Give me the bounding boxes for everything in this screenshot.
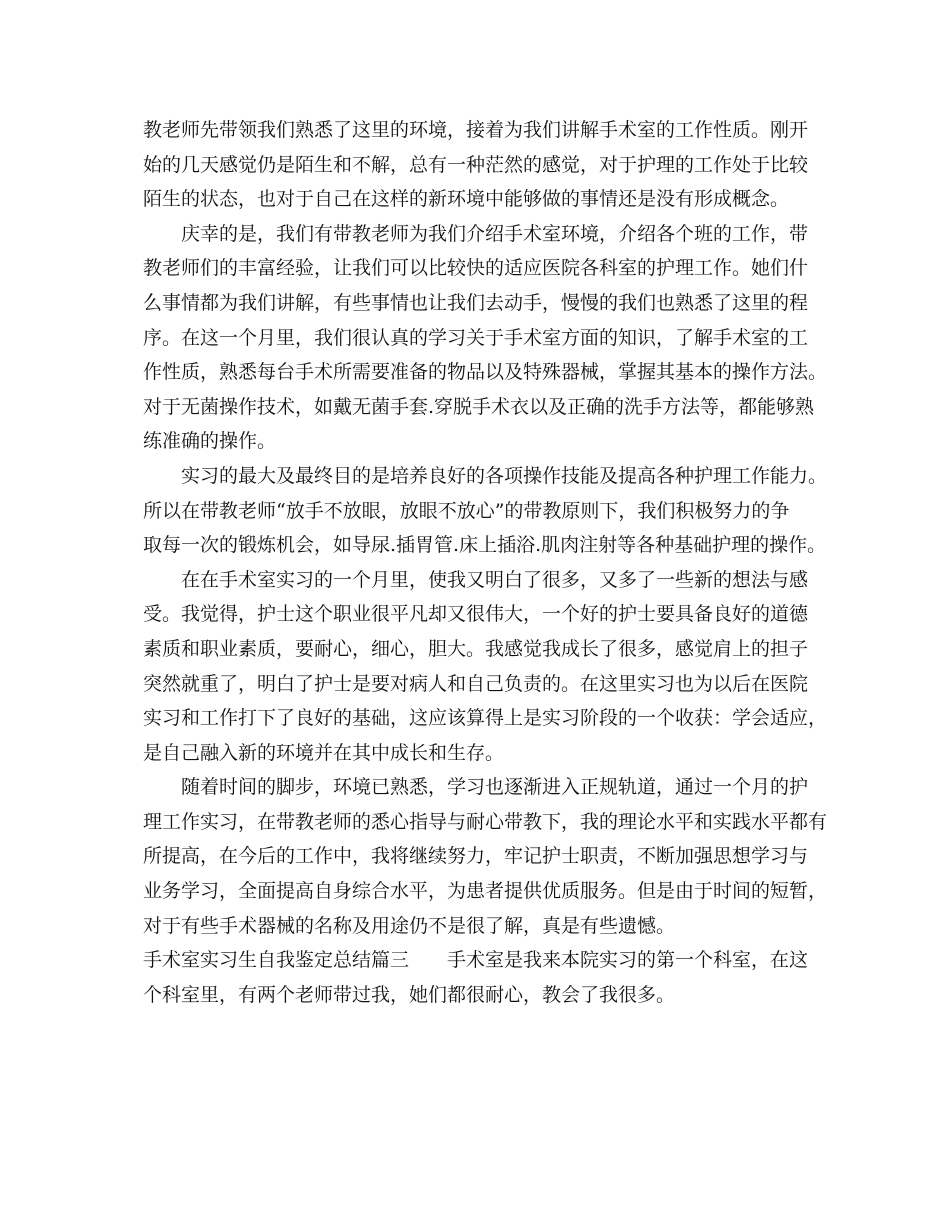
text-line: 受。我觉得，护士这个职业很平凡却又很伟大，一个好的护士要具备良好的道德: [143, 603, 809, 626]
text-line: 庆幸的是，我们有带教老师为我们介绍手术室环境，介绍各个班的工作，带: [181, 222, 809, 245]
text-line: 练准确的操作。: [143, 430, 277, 453]
text-line: 是自己融入新的环境并在其中成长和生存。: [143, 741, 505, 764]
text-line: 始的几天感觉仍是陌生和不解，总有一种茫然的感觉，对于护理的工作处于比较: [143, 153, 809, 176]
text-line: 随着时间的脚步，环境已熟悉，学习也逐渐进入正规轨道，通过一个月的护: [181, 776, 809, 799]
text-line: 所以在带教老师“放手不放眼，放眼不放心”的带教原则下，我们积极努力的争: [143, 499, 790, 522]
document-body: [143, 113, 833, 1012]
text-line: 实习的最大及最终目的是培养良好的各项操作技能及提高各种护理工作能力。: [181, 464, 828, 487]
text-line: 素质和职业素质，要耐心，细心，胆大。我感觉我成长了很多，感觉肩上的担子: [143, 637, 809, 660]
text-line: 业务学习，全面提高自身综合水平，为患者提供优质服务。但是由于时间的短暂，: [143, 880, 828, 903]
text-line: 突然就重了，明白了护士是要对病人和自己负责的。在这里实习也为以后在医院: [143, 672, 809, 695]
text-line: 理工作实习，在带教老师的悉心指导与耐心带教下，我的理论水平和实践水平都有: [143, 810, 828, 833]
text-line: 陌生的状态，也对于自己在这样的新环境中能够做的事情还是没有形成概念。: [143, 188, 790, 211]
text-line: 实习和工作打下了良好的基础，这应该算得上是实习阶段的一个收获：学会适应，: [143, 707, 828, 730]
text-line: 对于有些手术器械的名称及用途仍不是很了解，真是有些遗憾。: [143, 914, 676, 937]
text-line: 个科室里，有两个老师带过我，她们都很耐心，教会了我很多。: [143, 983, 676, 1006]
text-line: 所提高，在今后的工作中，我将继续努力，牢记护士职责，不断加强思想学习与: [143, 845, 809, 868]
text-line: 在在手术室实习的一个月里，使我又明白了很多，又多了一些新的想法与感: [181, 568, 809, 591]
text-line: 么事情都为我们讲解，有些事情也让我们去动手，慢慢的我们也熟悉了这里的程: [143, 291, 809, 314]
text-line: 教老师先带领我们熟悉了这里的环境，接着为我们讲解手术室的工作性质。刚开: [143, 119, 809, 141]
text-line: 序。在这一个月里，我们很认真的学习关于手术室方面的知识，了解手术室的工: [143, 326, 809, 349]
text-line: 对于无菌操作技术，如戴无菌手套.穿脱手术衣以及正确的洗手方法等，都能够熟: [143, 395, 815, 418]
text-line: 作性质，熟悉每台手术所需要准备的物品以及特殊器械，掌握其基本的操作方法。: [143, 361, 828, 384]
text-line: 教老师们的丰富经验，让我们可以比较快的适应医院各科室的护理工作。她们什: [143, 257, 809, 280]
text-line: 取每一次的锻炼机会，如导尿.插胃管.床上插浴.肌肉注射等各种基础护理的操作。: [143, 534, 827, 557]
text-line: 手术室实习生自我鉴定总结篇三 手术室是我来本院实习的第一个科室，在这: [143, 949, 809, 972]
